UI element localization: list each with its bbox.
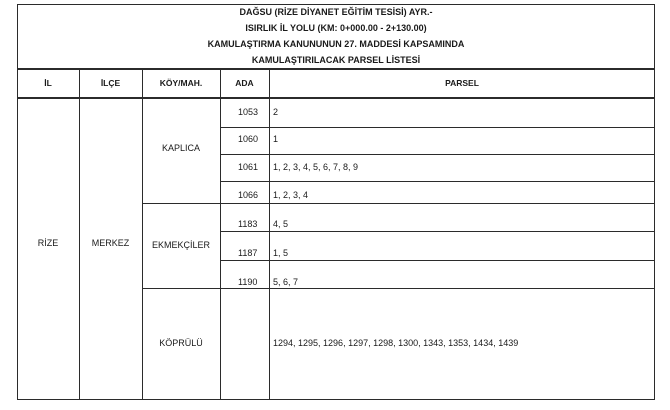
ilce-value: MERKEZ <box>91 238 130 248</box>
title-line-1: DAĞSU (RİZE DİYANET EĞİTİM TESİSİ) AYR.- <box>239 7 433 17</box>
il-value: RİZE <box>37 238 59 248</box>
ada-cell: 1053 <box>238 107 259 117</box>
row-divider <box>220 231 655 232</box>
ada-cell: 1187 <box>238 248 258 258</box>
row-divider <box>220 181 655 182</box>
village-divider-2 <box>142 288 655 289</box>
header-il: İL <box>44 78 52 88</box>
parcel-list-table <box>17 4 655 400</box>
ada-cell: 1066 <box>238 190 259 200</box>
village-name-ekmekciler: EKMEKÇİLER <box>151 240 211 250</box>
title-line-2: ISIRLIK İL YOLU (KM: 0+000.00 - 2+130.00) <box>245 23 427 33</box>
parsel-cell: 1294, 1295, 1296, 1297, 1298, 1300, 1343, 1353, 1434, 1439 <box>273 338 519 348</box>
header-koy: KÖY/MAH. <box>159 78 203 88</box>
village-name-koprulu: KÖPRÜLÜ <box>159 338 203 348</box>
header-ada: ADA <box>235 78 254 88</box>
col-line-koy <box>220 70 221 400</box>
title-line-3: KAMULAŞTIRMA KANUNUNUN 27. MADDESİ KAPSAMINDA <box>207 39 465 49</box>
ada-cell: 1061 <box>238 162 259 172</box>
parsel-cell: 4, 5 <box>273 219 289 229</box>
header-parsel: PARSEL <box>445 78 479 88</box>
border-top <box>17 4 655 5</box>
parsel-cell: 2 <box>273 107 279 117</box>
border-left <box>17 4 18 400</box>
col-line-ada <box>269 70 270 400</box>
ada-cell: 1060 <box>238 134 259 144</box>
title-divider <box>17 68 655 70</box>
header-ilce: İLÇE <box>100 78 121 88</box>
parsel-cell: 1, 5 <box>273 248 289 258</box>
col-line-il <box>79 70 80 400</box>
parsel-cell: 1 <box>273 134 279 144</box>
village-name-kaplica: KAPLICA <box>161 143 201 153</box>
ada-cell: 1190 <box>238 277 258 287</box>
parsel-cell: 1, 2, 3, 4 <box>273 190 309 200</box>
row-divider <box>220 154 655 155</box>
parsel-cell: 1, 2, 3, 4, 5, 6, 7, 8, 9 <box>273 162 359 172</box>
village-divider-1 <box>142 203 655 204</box>
ada-cell: 1183 <box>238 219 258 229</box>
border-bottom <box>17 399 655 400</box>
parsel-cell: 5, 6, 7 <box>273 277 299 287</box>
border-right <box>654 4 655 400</box>
title-line-4: KAMULAŞTIRILACAK PARSEL LİSTESİ <box>251 55 421 65</box>
header-divider <box>17 97 655 99</box>
row-divider <box>220 127 655 128</box>
col-line-ilce <box>142 70 143 400</box>
row-divider <box>220 260 655 261</box>
